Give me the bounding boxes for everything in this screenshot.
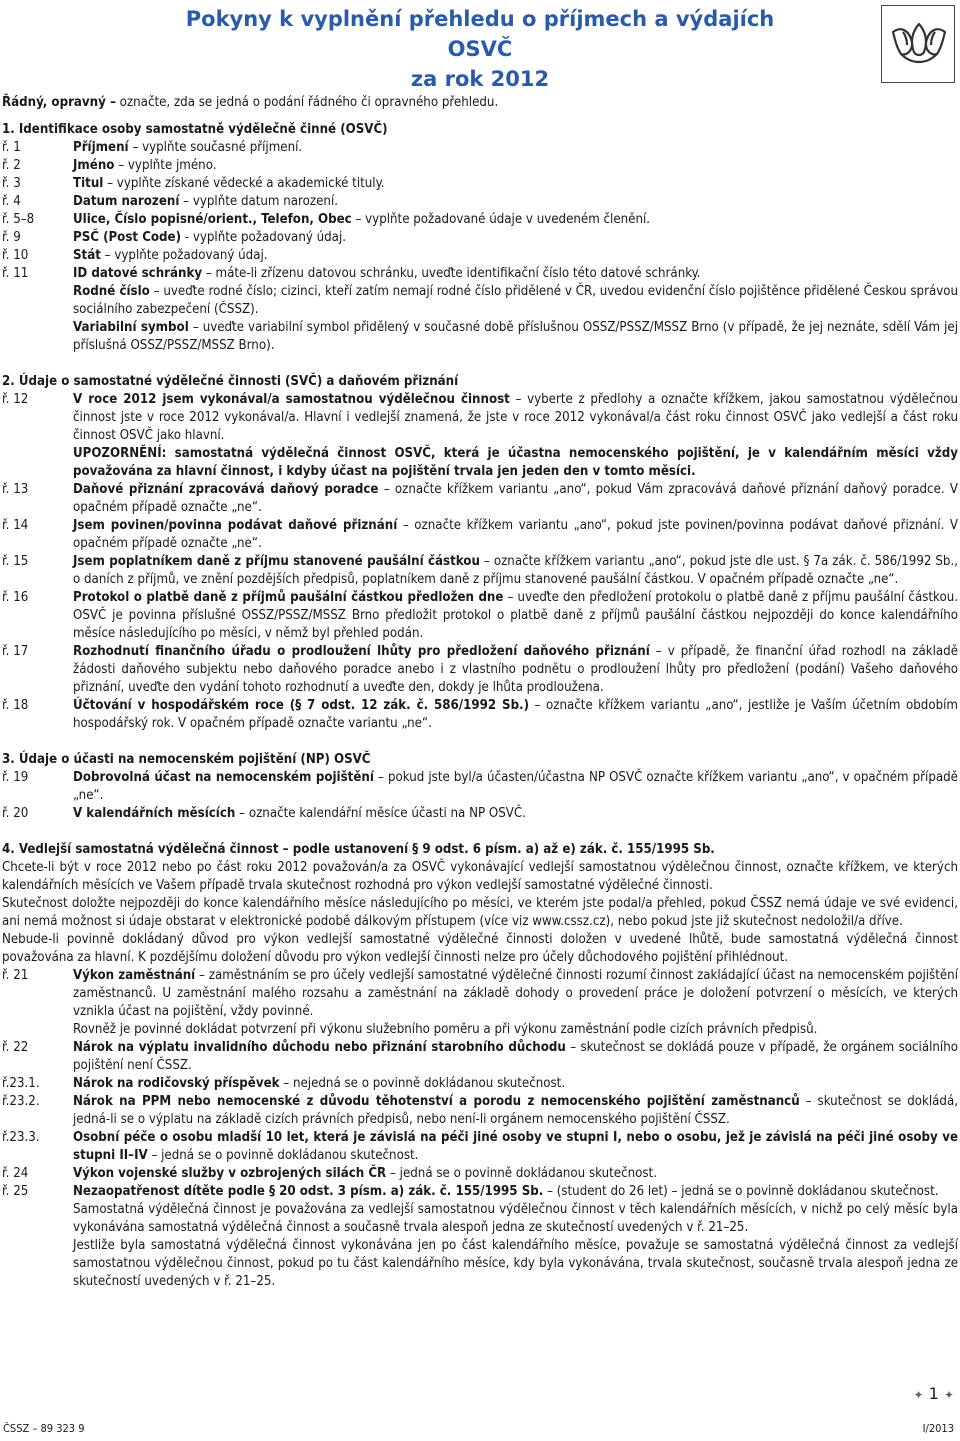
row-number: ř. 19 — [2, 770, 29, 785]
item-text: – vyplňte požadované údaje v uvedeném členění. — [351, 212, 651, 227]
item-text: – máte-li zřízenu datovou schránku, uveďte identifikační číslo této datové schránky. — [202, 266, 701, 281]
item-text: – skutečnost se dokládá, jedná-li se o výplatu na základě cizích právních předpisů, nebo není-li orgánem nemocenského pojištění ČSSZ. — [73, 1094, 958, 1127]
item-text: – vyplňte datum narození. — [179, 194, 339, 209]
r25-note: Jestliže byla samostatná výdělečná činnost vykonávána jen po část kalendářního měsíce, považuje se samostatná výdělečná činnost za vedlejší samostatnou výdělečnou činnost, pokud po tu část kalendářního měsíce, kdy byla vykonávána, trvala skutečnost, současně trvala alespoň jedna ze skutečností uvedených v ř. 21–25. — [73, 1238, 958, 1289]
row-number: ř.23.1. — [2, 1076, 40, 1091]
list-item — [2, 211, 958, 229]
r25-note: Samostatná výdělečná činnost je považována za vedlejší samostatnou výdělečnou činnost v těch kalendářních měsících, v nichž po celý měsíc byla vykonávána samostatná výdělečná činnost a současně trvala alespoň jedna ze skutečností uvedených v ř. 21–25. — [73, 1202, 958, 1235]
item-text: – pokud jste byl/a účasten/účastna NP OSVČ označte křížkem variantu „ano“, v opačném případě „ne“. — [73, 770, 958, 803]
instructions-content — [2, 94, 958, 1291]
item-label: Výkon zaměstnání — [73, 968, 196, 983]
list-item — [2, 175, 958, 193]
cssz-logo — [881, 5, 955, 83]
row-number: ř. 24 — [2, 1166, 29, 1181]
r21-note: Rovněž je povinné dokládat potvrzení při výkonu služebního poměru a při výkonu zaměstnání podle cizích právních předpisů. — [73, 1022, 818, 1037]
row-number: ř. 14 — [2, 518, 29, 533]
row-number: ř. 17 — [2, 644, 29, 659]
upozorneni-note: UPOZORNĚNÍ: samostatná výdělečná činnost OSVČ, která je účastna nemocenského pojištění, je v kalendářním měsíci vždy považována za hlavní činnost, i kdyby účast na pojištění trvala jen jeden den v tomto měsíci. — [73, 446, 958, 479]
item-label: Výkon vojenské služby v ozbrojených silách ČR — [73, 1166, 387, 1181]
page-number-value: 1 — [928, 1384, 939, 1403]
item-label: Datum narození — [73, 194, 180, 209]
list-item — [2, 643, 958, 697]
item-label: PSČ (Post Code) — [73, 230, 182, 245]
item-label: Stát — [73, 248, 101, 263]
intro-paragraph — [2, 94, 958, 112]
item-label: Jsem povinen/povinna podávat daňové přiznání — [73, 518, 398, 533]
item-text: – zaměstnáním se pro účely vedlejší samostatné výdělečné činnosti rozumí činnost zakládající účast na nemocenském pojištění zaměstnanců. U zaměstnání malého rozsahu a zaměstnání na základě dohody o provedení práce je doložení potvrzení o měsících, ve kterých vznikla účast na pojištění, vždy povinné. — [73, 968, 958, 1019]
item-label: Titul — [73, 176, 104, 191]
intro-label: Řádný, opravný – — [2, 95, 116, 110]
row-number: ř. 11 — [2, 266, 29, 281]
list-item — [2, 1093, 958, 1129]
item-text: – jedná se o povinně dokládanou skutečnost. — [147, 1148, 419, 1163]
row-number: ř. 3 — [2, 176, 21, 191]
item-label: Ulice, Číslo popisné/orient., Telefon, Obec — [73, 212, 352, 227]
item-text: – označte křížkem variantu „ano“, jestliže je Vaším účetním obdobím hospodářský rok. V opačném případě označte variantu „ne“. — [73, 698, 958, 731]
row-number: ř. 13 — [2, 482, 29, 497]
item-label: Příjmení — [73, 140, 129, 155]
item-text: – vyplňte jméno. — [114, 158, 217, 173]
item-text: – jedná se o povinně dokládanou skutečnost. — [386, 1166, 657, 1181]
item-text: – označte křížkem variantu „ano“, pokud jste dle ust. § 7a zák. č. 586/1992 Sb., o daních z příjmů, ve znění pozdějších předpisů, poplatníkem daně z příjmu stanovené paušální částkou. V opačném případě označte „ne“. — [73, 554, 958, 587]
item-label: Nezaopatřenost dítěte podle § 20 odst. 3 písm. a) zák. č. 155/1995 Sb. — [73, 1184, 544, 1199]
item-label: Nárok na výplatu invalidního důchodu nebo přiznání starobního důchodu — [73, 1040, 566, 1055]
title-line-1: Pokyny k vyplnění přehledu o příjmech a výdajích OSVČ — [185, 7, 775, 61]
item-text: – uveďte den předložení protokolu o platbě daně z příjmu paušální částkou. OSVČ je povinna příslušné OSSZ/PSSZ/MSSZ Brno předložit protokol o platbě daně z příjmů paušální částkou nejpozději do konce kalendářního měsíce následujícího po měsíci, v němž byl přehled podán. — [73, 590, 958, 641]
item-label: Daňové přiznání zpracovává daňový poradce — [73, 482, 379, 497]
row-number: ř. 15 — [2, 554, 29, 569]
list-item — [2, 247, 958, 265]
item-label: V kalendářních měsících — [73, 806, 236, 821]
section-4-paragraph: Chcete-li být v roce 2012 nebo po část roku 2012 považován/a za OSVČ vykonávající vedlejší samostatnou výdělečnou činnost, označte křížkem, ve kterých kalendářních měsících ve Vašem případě trvala skutečnost rozhodná pro výkon vedlejší samostatné výdělečné činnosti. — [2, 860, 958, 893]
item-label: Účtování v hospodářském roce (§ 7 odst. 12 zák. č. 586/1992 Sb.) — [73, 698, 529, 713]
row-number: ř. 21 — [2, 968, 29, 983]
item-text: - vyplňte požadovaný údaj. — [181, 230, 347, 245]
list-item — [2, 589, 958, 643]
item-label: Jsem poplatníkem daně z příjmu stanovené paušální částkou — [73, 554, 480, 569]
form-edition: I/2013 — [922, 1422, 954, 1435]
item-label: Nárok na PPM nebo nemocenské z důvodu těhotenství a porodu z nemocenského pojištění zaměstnanců — [73, 1094, 800, 1109]
item-label: Rozhodnutí finančního úřadu o prodloužení lhůty pro předložení daňového přiznání — [73, 644, 650, 659]
list-item — [2, 967, 958, 1021]
item-label: Dobrovolná účast na nemocenském pojištění — [73, 770, 374, 785]
item-text: – nejedná se o povinně dokládanou skutečnost. — [279, 1076, 566, 1091]
row-number: ř. 25 — [2, 1184, 29, 1199]
form-code: ČSSZ – 89 323 9 — [3, 1422, 85, 1435]
list-item — [2, 193, 958, 211]
row-number: ř. 22 — [2, 1040, 29, 1055]
list-item — [2, 391, 958, 445]
list-item — [2, 517, 958, 553]
list-item — [2, 1039, 958, 1075]
item-label: Protokol o platbě daně z příjmů paušální částkou předložen dne — [73, 590, 504, 605]
row-number: ř. 18 — [2, 698, 29, 713]
row-number: ř. 20 — [2, 806, 29, 821]
page-number — [914, 1384, 955, 1405]
cssz-logo-icon — [891, 20, 947, 68]
row-number: ř.23.2. — [2, 1094, 40, 1109]
item-text: – vyberte z předlohy a označte křížkem, jakou samostatnou výdělečnou činnost jste v roce 2012 vykonával/a. Hlavní i vedlejší znamená, že jste v roce 2012 vykonával/a část roku činnost OSVČ jako vedlejší a část roku činnost OSVČ jako hlavní. — [73, 392, 959, 443]
row-number: ř. 16 — [2, 590, 29, 605]
item-label: Jméno — [73, 158, 115, 173]
section-2-heading: 2. Údaje o samostatné výdělečné činnosti (SVČ) a daňovém přiznání — [2, 374, 459, 389]
row-number: ř. 1 — [2, 140, 21, 155]
section-1-heading: 1. Identifikace osoby samostatně výdělečně činné (OSVČ) — [2, 122, 388, 137]
item-label: ID datové schránky — [73, 266, 203, 281]
list-item — [2, 157, 958, 175]
list-item — [2, 139, 958, 157]
row-number: ř.23.3. — [2, 1130, 40, 1145]
star-icon: ✦ — [943, 1388, 954, 1402]
list-item — [2, 553, 958, 589]
row-number: ř. 4 — [2, 194, 21, 209]
list-item — [2, 697, 958, 733]
list-item — [2, 1129, 958, 1165]
section-4-paragraph: Skutečnost doložte nejpozději do konce kalendářního měsíce následujícího po měsíci, ve kterém jste podal/a přehled, pokud ČSSZ nemá údaje ve své evidenci, ani nemá možnost si údaje obstarat v elektronické podobě dálkovým přístupem (více viz www.cssz.cz), nebo pokud jste již skutečnost nedoložil/a dříve. — [2, 896, 958, 929]
item-text: – vyplňte požadovaný údaj. — [100, 248, 268, 263]
row-number: ř. 2 — [2, 158, 21, 173]
section-4-heading: 4. Vedlejší samostatná výdělečná činnost – podle ustanovení § 9 odst. 6 písm. a) až e) zák. č. 155/1995 Sb. — [2, 842, 715, 857]
row-number: ř. 12 — [2, 392, 29, 407]
variabilni-symbol-paragraph: Variabilní symbol – uveďte variabilní symbol přidělený v současné době příslušnou OSSZ/PSSZ/MSSZ Brno (v případě, že jej neznáte, sdělí Vám jej příslušná OSSZ/PSSZ/MSSZ Brno). — [73, 320, 959, 353]
item-text: – vyplňte současné příjmení. — [128, 140, 303, 155]
item-label: Nárok na rodičovský příspěvek — [73, 1076, 280, 1091]
row-number: ř. 9 — [2, 230, 21, 245]
list-item — [2, 1075, 958, 1093]
row-number: ř. 5–8 — [2, 212, 35, 227]
title-line-2: za rok 2012 — [410, 67, 550, 91]
list-item — [2, 481, 958, 517]
item-label: V roce 2012 jsem vykonával/a samostatnou výdělečnou činnost — [73, 392, 510, 407]
row-number: ř. 10 — [2, 248, 29, 263]
page-title — [150, 4, 810, 94]
star-icon: ✦ — [913, 1388, 924, 1402]
list-item — [2, 229, 958, 247]
item-text: – vyplňte získané vědecké a akademické tituly. — [103, 176, 385, 191]
section-3-heading: 3. Údaje o účasti na nemocenském pojištění (NP) OSVČ — [2, 752, 371, 767]
list-item — [2, 265, 958, 283]
item-text: – skutečnost se dokládá pouze v případě, že orgánem sociálního pojištění není ČSSZ. — [73, 1040, 959, 1073]
list-item — [2, 1183, 958, 1201]
rodne-cislo-paragraph: Rodné číslo – uveďte rodné číslo; cizinci, kteří zatím nemají rodné číslo přidělené v ČR, uvedou evidenční číslo pojištěnce přidělené Českou správou sociálního zabezpečení (ČSSZ). — [73, 284, 959, 317]
list-item — [2, 1165, 958, 1183]
list-item — [2, 769, 958, 805]
list-item — [2, 805, 958, 823]
item-label: Osobní péče o osobu mladší 10 let, která je závislá na péči jiné osoby ve stupni I, nebo o osobu, jež je závislá na péči jiné osoby ve stupni II–IV — [73, 1130, 958, 1163]
item-text: – označte kalendářní měsíce účasti na NP OSVČ. — [235, 806, 526, 821]
item-text: – (student do 26 let) – jedná se o povinně dokládanou skutečnost. — [543, 1184, 939, 1199]
item-text: – v případě, že finanční úřad rozhodl na základě žádosti daňového subjektu nebo daňového poradce anebo i z vlastního podnětu o prodloužení lhůty pro předložení (podání) Vašeho daňového přiznání, uveďte den vydání tohoto rozhodnutí a uveďte den, dokdy je lhůta prodloužena. — [73, 644, 958, 695]
section-4-paragraph: Nebude-li povinně dokládaný důvod pro výkon vedlejší samostatné výdělečné činnosti doložen v uvedené lhůtě, bude samostatná výdělečná činnost považována za hlavní. K pozdějšímu doložení důvodu pro výkon vedlejší činnosti nelze pro účely důchodového pojištění přihlédnout. — [2, 932, 958, 965]
intro-text: označte, zda se jedná o podání řádného či opravného přehledu. — [115, 95, 499, 110]
item-text: – označte křížkem variantu „ano“, pokud Vám zpracovává daňové přiznání daňový poradce. V opačném případě označte „ne“. — [73, 482, 959, 515]
item-text: – označte křížkem variantu „ano“, pokud jste povinen/povinna podávat daňové přiznání. V opačném případě označte „ne“. — [73, 518, 959, 551]
